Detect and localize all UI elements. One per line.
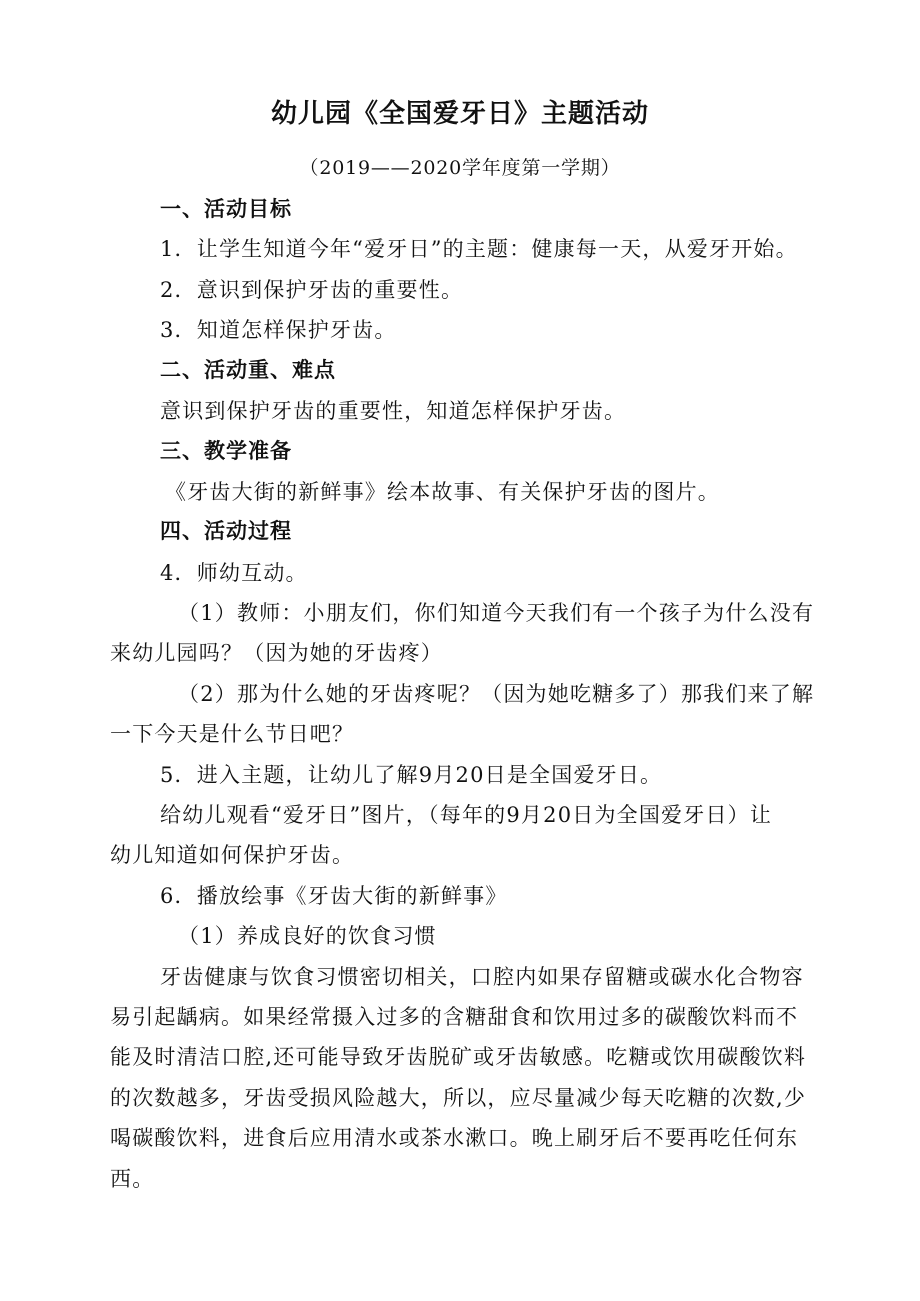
process-line-11: 牙齿健康与饮食习惯密切相关，口腔内如果存留糖或碳水化合物容 [160, 965, 804, 989]
process-line-14: 的次数越多，牙齿受损风险越大，所以，应尽量减少每天吃糖的次数,少 [110, 1086, 807, 1110]
section-heading-process: 四、活动过程 [160, 519, 292, 543]
process-line-2: （1）教师：小朋友们，你们知道今天我们有一个孩子为什么没有 [178, 601, 815, 625]
process-line-9: 6．播放绘事《牙齿大街的新鲜事》 [160, 884, 508, 908]
document-title: 幼儿园《全国爱牙日》主题活动 [270, 99, 649, 129]
process-line-8: 幼儿知道如何保护牙齿。 [110, 843, 355, 867]
goal-item-3: 3．知道怎样保护牙齿。 [160, 318, 397, 342]
document-subtitle: （2019——2020学年度第一学期） [299, 157, 621, 179]
process-line-4: （2）那为什么她的牙齿疼呢？（因为她吃糖多了）那我们来了解 [178, 682, 815, 706]
goal-item-2: 2．意识到保护牙齿的重要性。 [160, 278, 464, 302]
process-line-13: 能及时清洁口腔,还可能导致牙齿脱矿或牙齿敏感。吃糖或饮用碳酸饮料 [110, 1045, 807, 1069]
process-line-15: 喝碳酸饮料，进食后应用清水或茶水漱口。晚上刷牙后不要再吃任何东 [110, 1126, 799, 1150]
key-points-text: 意识到保护牙齿的重要性，知道怎样保护牙齿。 [160, 399, 627, 423]
process-line-6: 5．进入主题，让幼儿了解9月20日是全国爱牙日。 [160, 763, 663, 787]
section-heading-preparation: 三、教学准备 [160, 439, 292, 463]
process-line-12: 易引起龋病。如果经常摄入过多的含糖甜食和饮用过多的碳酸饮料而不 [110, 1005, 799, 1029]
section-heading-key-points: 二、活动重、难点 [160, 358, 336, 382]
process-line-1: 4．师幼互动。 [160, 561, 308, 585]
process-line-5: 一下今天是什么节日吧？ [110, 722, 355, 746]
preparation-text: 《牙齿大街的新鲜事》绘本故事、有关保护牙齿的图片。 [165, 480, 720, 504]
section-heading-goals: 一、活动目标 [160, 197, 292, 221]
goal-item-1: 1．让学生知道今年“爱牙日”的主题：健康每一天，从爱牙开始。 [160, 237, 798, 261]
process-line-10: （1）养成良好的饮食习惯 [178, 924, 437, 948]
process-line-16: 西。 [110, 1167, 155, 1191]
process-line-3: 来幼儿园吗？（因为她的牙齿疼） [110, 641, 443, 665]
process-line-7: 给幼儿观看“爱牙日”图片，（每年的9月20日为全国爱牙日）让 [160, 803, 773, 827]
